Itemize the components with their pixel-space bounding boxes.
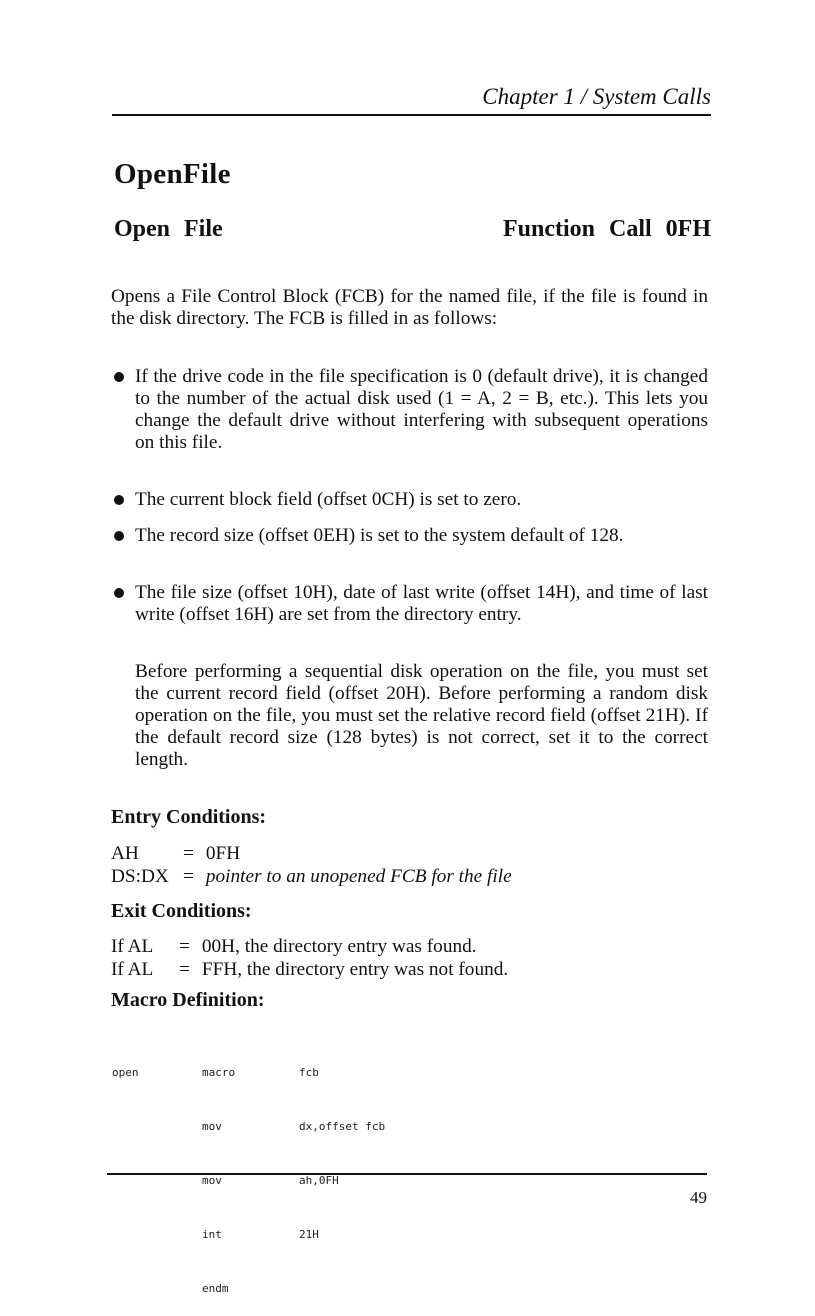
code-op: mov [202,1174,222,1187]
entry-row [111,842,512,865]
entry-equals: = [183,866,194,887]
code-label [112,1226,202,1244]
code-label [112,1118,202,1136]
bullet-item [111,366,708,454]
page-number: 49 [690,1188,707,1207]
bullet-text: The current block field (offset 0CH) is set to zero. [135,489,522,510]
bullet-icon [114,372,124,382]
macro-definition-heading: Macro Definition: [111,989,265,1011]
code-op: macro [202,1066,236,1079]
code-arg: dx,offset fcb [299,1120,386,1133]
bullet-icon [114,495,124,505]
header-rule [112,114,711,116]
bullet-icon [114,588,124,598]
exit-equals: = [179,936,190,957]
code-arg: ah,0FH [299,1174,339,1187]
code-label: open [112,1066,139,1079]
bullet-item [111,525,708,547]
exit-equals: = [179,959,190,980]
bullet-item [111,489,708,511]
note-paragraph: Before performing a sequential disk operation on the file, you must set the current record field (offset 20H). Before performing a random disk operation on the file, you must set the relative record field (offset 21H). If the default record size (128 bytes) is not correct, set it to the correct length. [135,661,708,770]
code-line [112,1064,385,1082]
exit-row [111,958,508,981]
entry-value: 0FH [205,843,241,864]
bullet-icon [114,531,124,541]
bullet-text: If the drive code in the file specification is 0 (default drive), it is changed to the number of the actual disk used (1 = A, 2 = B, etc.). This lets you change the default drive without interfering with subsequent operations on this file. [135,366,708,453]
subheading-open-file: Open File [114,216,223,242]
running-head: Chapter 1 / System Calls [482,84,711,109]
entry-register: DS:DX [111,866,169,887]
entry-conditions-list [111,842,512,888]
entry-register: AH [111,843,139,864]
code-arg: 21H [299,1228,319,1241]
code-line [112,1280,385,1298]
entry-row [111,865,512,888]
code-op: endm [202,1282,229,1295]
exit-conditions-list [111,935,508,981]
code-op: mov [202,1120,222,1133]
exit-register: If AL [111,936,154,957]
page-title: OpenFile [114,158,231,190]
macro-code-block [112,1028,385,1316]
bullet-text: The file size (offset 10H), date of last write (offset 14H), and time of last write (offset 16H) are set from the directory entry. [135,582,708,625]
entry-equals: = [183,843,194,864]
code-line [112,1226,385,1244]
intro-paragraph: Opens a File Control Block (FCB) for the named file, if the file is found in the disk directory. The FCB is filled in as follows: [111,286,708,329]
entry-value: pointer to an unopened FCB for the file [205,866,512,887]
footer-rule [107,1173,707,1175]
code-arg: fcb [299,1066,319,1079]
subheading-function-call: Function Call 0FH [502,216,711,242]
exit-value: 00H, the directory entry was found. [201,936,477,957]
code-label [112,1280,202,1298]
bullet-item [111,582,708,626]
exit-register: If AL [111,959,154,980]
bullet-text: The record size (offset 0EH) is set to the system default of 128. [135,525,624,546]
code-op: int [202,1228,222,1241]
exit-value: FFH, the directory entry was not found. [201,959,509,980]
exit-conditions-heading: Exit Conditions: [111,900,252,922]
code-line [112,1118,385,1136]
exit-row [111,935,508,958]
entry-conditions-heading: Entry Conditions: [111,806,267,828]
